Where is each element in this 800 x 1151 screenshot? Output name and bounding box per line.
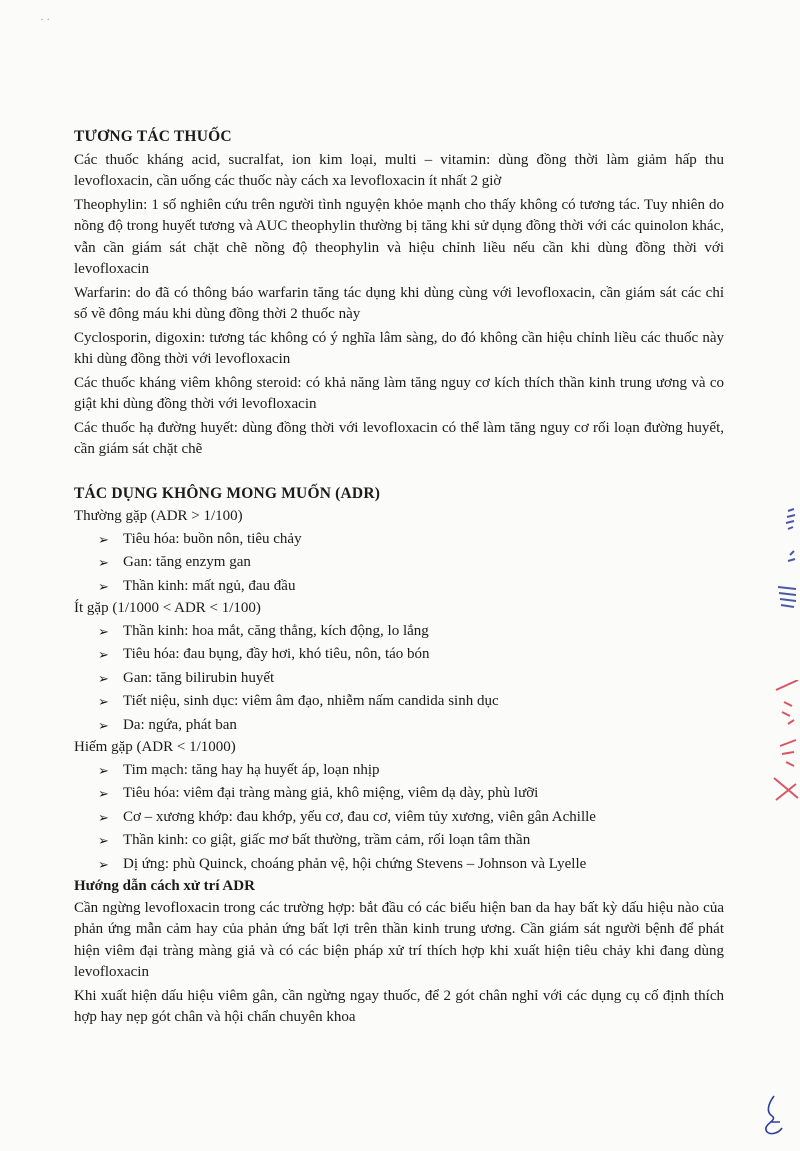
arrow-bullet-icon: ➢ <box>98 555 109 570</box>
arrow-bullet-icon: ➢ <box>98 809 109 825</box>
arrow-bullet-icon: ➢ <box>98 578 109 594</box>
stamp-fragment-blue <box>770 505 800 625</box>
adr-list-common <box>74 528 724 599</box>
arrow-bullet-icon: ➢ <box>98 786 109 801</box>
list-item: ➢ Thần kinh: co giật, giấc mơ bất thường, trầm cảm, rối loạn tâm thần <box>98 829 724 853</box>
arrow-bullet-icon: ➢ <box>98 623 109 639</box>
paragraph: Cần ngừng levofloxacin trong các trường hợp: bắt đầu có các biểu hiện ban da hay bất kỳ dấu hiệu nào của phản ứng mẫn cảm hay của phản ứng bất lợi trên thần kinh trung ương. Cần giám sát người bệnh để phát hiện viêm đại tràng màng giả và có các biện pháp xử trí thích hợp khi xuất hiện tiêu chảy khi đang dùng levofloxacin <box>74 899 724 980</box>
frequency-label-uncommon: Ít gặp (1/1000 < ADR < 1/100) <box>74 600 261 616</box>
list-item: ➢ Gan: tăng bilirubin huyết <box>98 667 724 691</box>
paragraph: Các thuốc hạ đường huyết: dùng đồng thời với levofloxacin có thể làm tăng nguy cơ rối loạn đường huyết, cần giám sát chặt chẽ <box>74 419 724 457</box>
paragraph: Warfarin: do đã có thông báo warfarin tăng tác dụng khi dùng cùng với levofloxacin, cần giám sát các chỉ số về đông máu khi dùng đồng thời 2 thuốc này <box>74 284 724 322</box>
frequency-label-common: Thường gặp (ADR > 1/100) <box>74 508 243 524</box>
paragraph: Khi xuất hiện dấu hiệu viêm gân, cần ngừng ngay thuốc, để 2 gót chân nghỉ với các dụng cụ cố định thích hợp hay nẹp gót chân và hội chẩn chuyên khoa <box>74 987 724 1025</box>
paragraph: Các thuốc kháng acid, sucralfat, ion kim loại, multi – vitamin: dùng đồng thời làm giảm hấp thu levofloxacin, cần uống các thuốc này cách xa levofloxacin ít nhất 2 giờ <box>74 151 724 189</box>
arrow-bullet-icon: ➢ <box>98 833 109 848</box>
section-heading-interactions: TƯƠNG TÁC THUỐC <box>74 128 232 145</box>
list-item: ➢ Cơ – xương khớp: đau khớp, yếu cơ, đau cơ, viêm tủy xương, viên gân Achille <box>98 806 724 830</box>
adr-list-uncommon <box>74 620 724 738</box>
paragraph: Các thuốc kháng viêm không steroid: có khả năng làm tăng nguy cơ kích thích thần kinh trung ương và co giật khi dùng đồng thời với levofloxacin <box>74 374 724 412</box>
document-content <box>74 126 724 1031</box>
arrow-bullet-icon: ➢ <box>98 694 109 709</box>
arrow-bullet-icon: ➢ <box>98 856 109 872</box>
section-heading-adr: TÁC DỤNG KHÔNG MONG MUỐN (ADR) <box>74 484 381 502</box>
list-item: ➢ Dị ứng: phù Quinck, choáng phản vệ, hội chứng Stevens – Johnson và Lyelle <box>98 853 724 877</box>
arrow-bullet-icon: ➢ <box>98 531 109 547</box>
list-item: ➢ Tiêu hóa: buồn nôn, tiêu chảy <box>98 528 724 552</box>
arrow-bullet-icon: ➢ <box>98 670 109 686</box>
list-item: ➢ Thần kinh: mất ngủ, đau đầu <box>98 575 724 599</box>
adr-list-rare <box>74 759 724 877</box>
list-item: ➢ Tiết niệu, sinh dục: viêm âm đạo, nhiễm nấm candida sinh dục <box>98 690 724 714</box>
interaction-paragraphs <box>74 150 724 461</box>
paragraph: Cyclosporin, digoxin: tương tác không có ý nghĩa lâm sàng, do đó không cần hiệu chỉnh liều các thuốc này khi dùng đồng thời với levofloxacin <box>74 329 724 367</box>
list-item: ➢ Gan: tăng enzym gan <box>98 551 724 575</box>
list-item: ➢ Thần kinh: hoa mắt, căng thẳng, kích động, lo lắng <box>98 620 724 644</box>
list-item: ➢ Tiêu hóa: viêm đại tràng màng giả, khô miệng, viêm dạ dày, phù lưỡi <box>98 782 724 806</box>
list-item: ➢ Tiêu hóa: đau bụng, đầy hơi, khó tiêu, nôn, táo bón <box>98 643 724 667</box>
list-item: ➢ Da: ngứa, phát ban <box>98 714 724 738</box>
list-item: ➢ Tim mạch: tăng hay hạ huyết áp, loạn nhịp <box>98 759 724 783</box>
signature-mark-icon <box>758 1092 788 1140</box>
paragraph: Theophylin: 1 số nghiên cứu trên người tình nguyện khỏe mạnh cho thấy không có tương tác. Tuy nhiên do nồng độ trong huyết tương và AUC theophylin thường bị tăng khi sử dụng đồng thời với các quinolon khác, vẫn cần giám sát chặt chẽ nồng độ theophylin và hiệu chỉnh liều nếu cần khi dùng đồng thời với levofloxacin <box>74 196 724 277</box>
adr-guide-heading: Hướng dẫn cách xử trí ADR <box>74 878 255 894</box>
frequency-label-rare: Hiếm gặp (ADR < 1/1000) <box>74 739 236 755</box>
arrow-bullet-icon: ➢ <box>98 717 109 733</box>
arrow-bullet-icon: ➢ <box>98 762 109 778</box>
stamp-fragment-red <box>770 680 800 810</box>
scan-specks: · · <box>40 14 51 26</box>
arrow-bullet-icon: ➢ <box>98 647 109 662</box>
